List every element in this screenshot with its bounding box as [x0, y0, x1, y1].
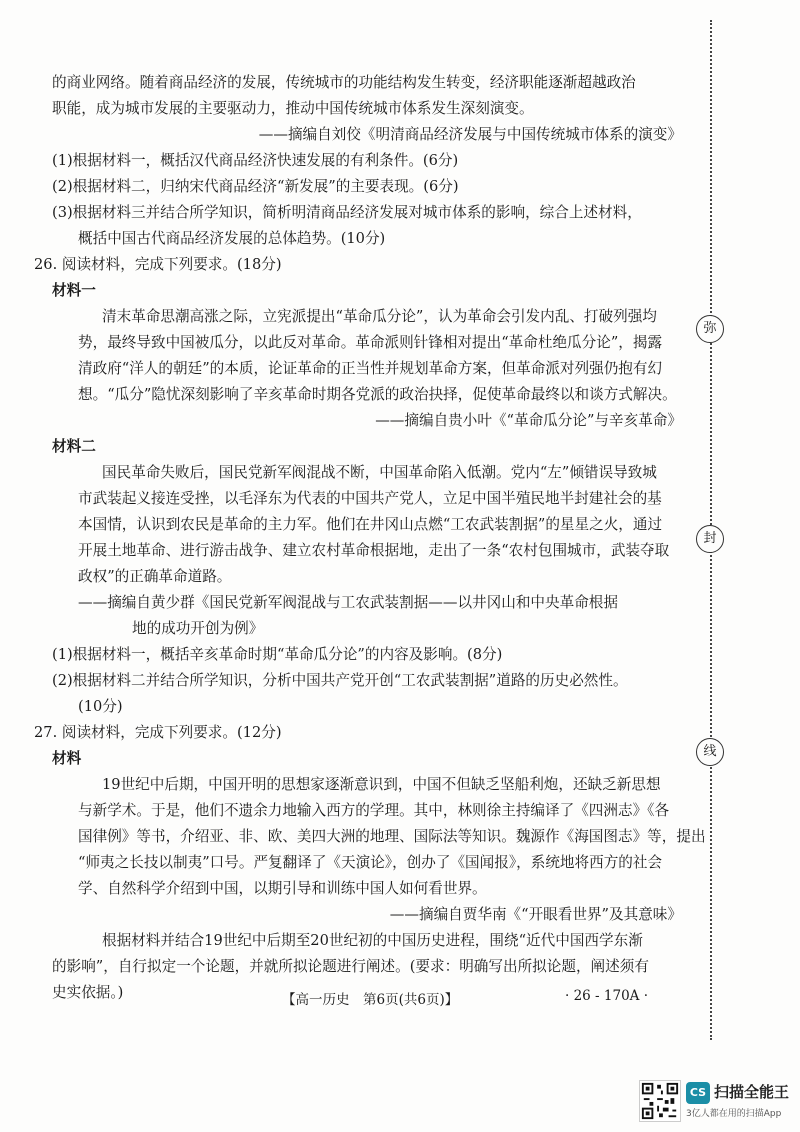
footer-exam-code: · 26 - 170A ·	[565, 988, 649, 1004]
text-line: 国民革命失败后，国民党新军阀混战不断，中国革命陷入低潮。党内“左”倾错误导致城	[102, 464, 657, 481]
text-line: 学、自然科学介绍到中国，以期引导和训练中国人如何看世界。	[78, 880, 487, 897]
material-label: 材料一	[52, 282, 96, 299]
text-line: 的商业网络。随着商品经济的发展，传统城市的功能结构发生转变，经济职能逐渐超越政治	[52, 74, 636, 91]
camscanner-logo-icon: CS	[686, 1082, 710, 1104]
question-item: (2)根据材料二，归纳宋代商品经济“新发展”的主要表现。(6分)	[52, 178, 459, 195]
question-item-continued: 概括中国古代商品经济发展的总体趋势。(10分)	[78, 230, 386, 247]
text-line: 市武装起义接连受挫，以毛泽东为代表的中国共产党人，立足中国半殖民地半封建社会的基	[78, 490, 662, 507]
text-line: 史实依据。)	[52, 984, 124, 1001]
text-line: 清政府“洋人的朝廷”的本质，论证革命的正当性并规划革命方案，但革命派对列强仍抱有幻	[78, 360, 663, 377]
source-citation: ——摘编自贵小叶《“革命瓜分论”与辛亥革命》	[375, 412, 682, 429]
text-line: 19世纪中后期，中国开明的思想家逐渐意识到，中国不但缺乏坚船利炮，还缺乏新思想	[102, 776, 661, 793]
qr-code-icon	[639, 1080, 681, 1122]
text-line: 国律例》等书，介绍亚、非、欧、美四大洲的地理、国际法等知识。魏源作《海国图志》等，提出	[78, 828, 706, 845]
question-item: (2)根据材料二并结合所学知识，分析中国共产党开创“工农武装割据”道路的历史必然性。	[52, 672, 628, 689]
text-line: 职能，成为城市发展的主要驱动力，推动中国传统城市体系发生深刻演变。	[52, 100, 534, 117]
text-line: 想。“瓜分”隐忧深刻影响了辛亥革命时期各党派的政治抉择，促使革命最终以和谈方式解决。	[78, 386, 677, 403]
text-line: 开展土地革命、进行游击战争、建立农村革命根据地，走出了一条“农村包围城市，武装夺取	[78, 542, 670, 559]
question-item-continued: (10分)	[78, 698, 123, 715]
question-item: (1)根据材料一，概括辛亥革命时期“革命瓜分论”的内容及影响。(8分)	[52, 646, 503, 663]
seal-char-1: 弥	[696, 315, 724, 343]
question-heading-27: 27. 阅读材料，完成下列要求。(12分)	[34, 724, 282, 741]
text-line: 与新学术。于是，他们不遗余力地输入西方的学理。其中，林则徐主持编译了《四洲志》《各	[78, 802, 670, 819]
watermark-tagline: 3亿人都在用的扫描App	[686, 1109, 782, 1119]
material-label: 材料	[52, 750, 82, 767]
source-citation: ——摘编自贾华南《“开眼看世界”及其意味》	[389, 906, 682, 923]
text-line: 的影响”，自行拟定一个论题，并就所拟论题进行阐述。(要求：明确写出所拟论题，阐述须有	[52, 958, 649, 975]
source-citation-continued: 地的成功开创为例》	[132, 620, 264, 637]
seal-char-3: 线	[696, 738, 724, 766]
seal-char-2: 封	[696, 525, 724, 553]
question-heading-26: 26. 阅读材料，完成下列要求。(18分)	[34, 256, 282, 273]
source-citation: ——摘编自黄少群《国民党新军阀混战与工农武装割据——以井冈山和中央革命根据	[78, 594, 618, 611]
question-item: (1)根据材料一，概括汉代商品经济快速发展的有利条件。(6分)	[52, 152, 459, 169]
text-line: 政权”的正确革命道路。	[78, 568, 232, 585]
text-line: 清末革命思潮高涨之际，立宪派提出“革命瓜分论”，认为革命会引发内乱、打破列强均	[102, 308, 657, 325]
text-line: “师夷之长技以制夷”口号。严复翻译了《天演论》，创办了《国闻报》，系统地将西方的社会	[78, 854, 663, 871]
footer-page-info: 【高一历史 第6页(共6页)】	[282, 992, 459, 1008]
text-line: 根据材料并结合19世纪中后期至20世纪初的中国历史进程，围绕“近代中国西学东渐	[102, 932, 643, 949]
question-item: (3)根据材料三并结合所学知识，简析明清商品经济发展对城市体系的影响，综合上述材料，	[52, 204, 642, 221]
exam-content	[34, 70, 706, 1006]
watermark-app-name: 扫描全能王	[714, 1083, 790, 1101]
text-line: 势，最终导致中国被瓜分，以此反对革命。革命派则针锋相对提出“革命杜绝瓜分论”，揭露	[78, 334, 663, 351]
text-line: 本国情，认识到农民是革命的主力军。他们在井冈山点燃“工农武装割据”的星星之火，通过	[78, 516, 663, 533]
material-label: 材料二	[52, 438, 96, 455]
source-citation: ——摘编自刘佼《明清商品经济发展与中国传统城市体系的演变》	[258, 126, 682, 143]
